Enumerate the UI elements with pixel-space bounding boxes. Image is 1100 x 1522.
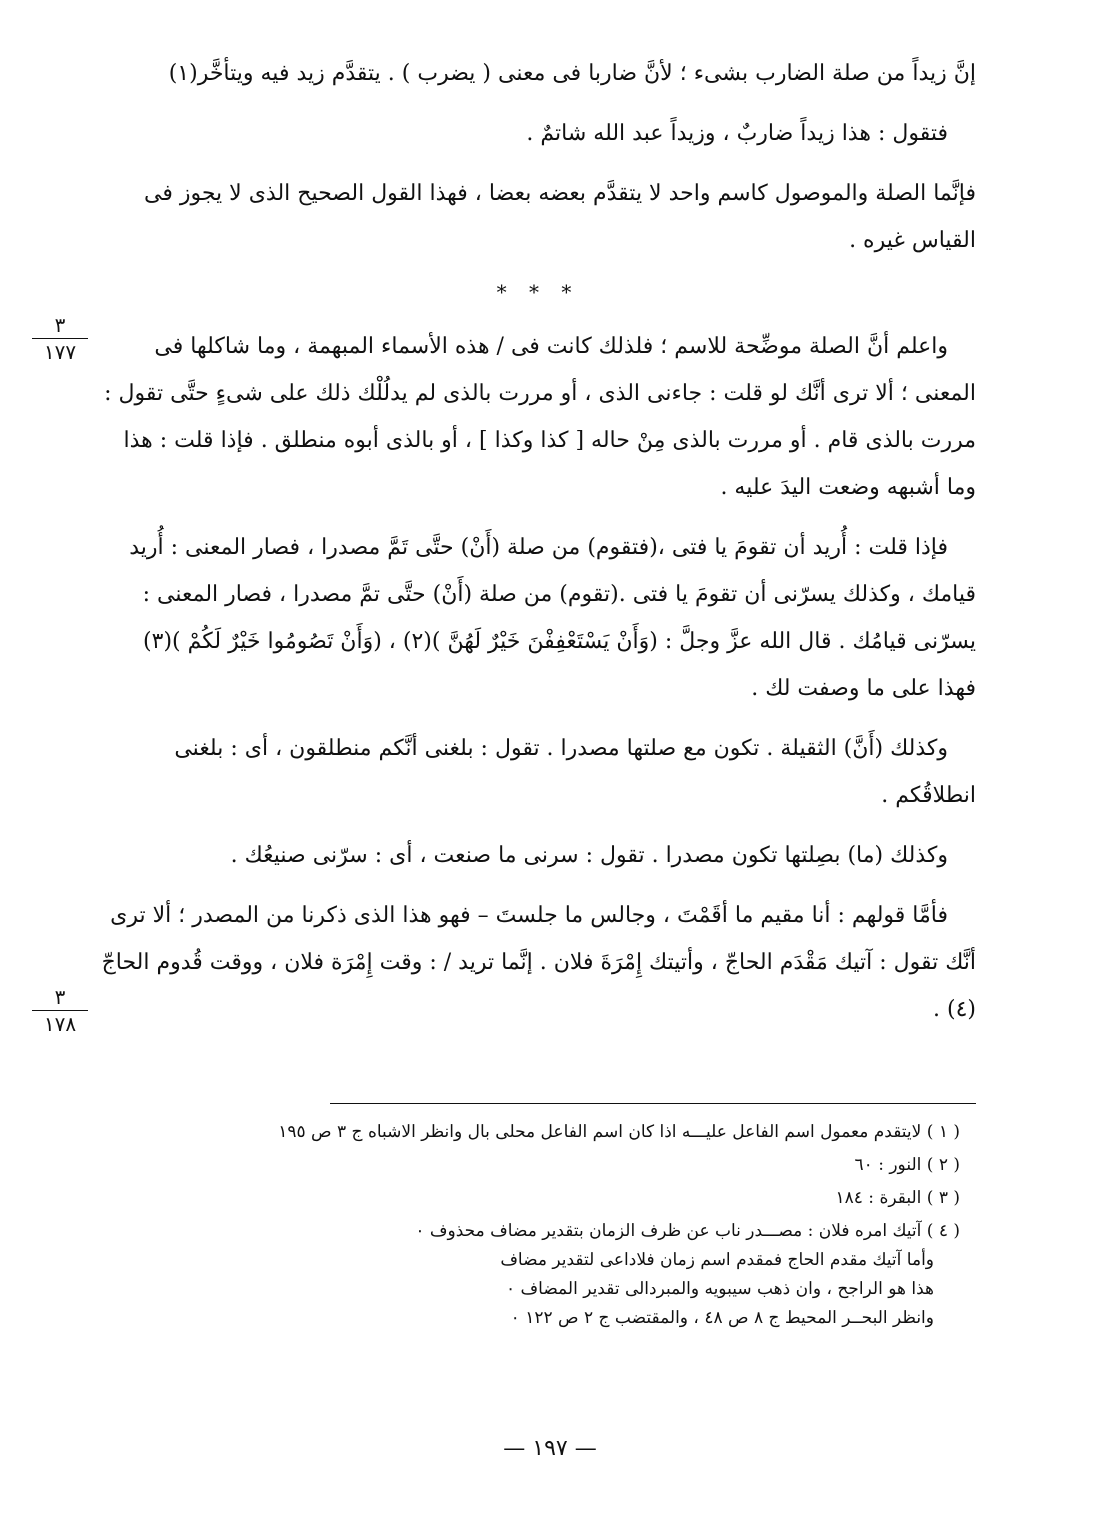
paragraph-3: فإنَّما الصلة والموصول كاسم واحد لا يتقدَّم بعضه بعضا ، فهذا القول الصحيح الذى لا يجوز فى القياس غيره .: [144, 181, 976, 253]
footnote-4-line-2: وأما آتيك مقدم الحاج فمقدم اسم زمان فلاداعى لتقدير مضاف: [500, 1250, 934, 1270]
paragraph-5: فإذا قلت : أُريد أن تقومَ يا فتى ،(فتقوم) من صلة (أَنْ) حتَّى تَمَّ مصدرا ، فصار المعنى : أُريد قيامك ، وكذلك يسرّنى أن تقومَ يا فتى .(تقوم) من صلة (أَنْ) حتَّى تمَّ مصدرا ، فصار المعنى : يسرّنى قيامُك . قال الله عزَّ وجلَّ : (وَأَنْ يَسْتَعْفِفْنَ خَيْرٌ لَهُنَّ )(٢) ، (وَأَنْ تَصُومُوا خَيْرٌ لَكُمْ )(٣) فهذا على ما وصفت لك .: [129, 535, 976, 701]
paragraph-4: واعلم أنَّ الصلة موضِّحة للاسم ؛ فلذلك كانت فى / هذه الأسماء المبهمة ، وما شاكلها فى المعنى ؛ ألا ترى أنَّك لو قلت : جاءنى الذى ، أو مررت بالذى لم يدلُلْك ذلك على شىءٍ حتَّى تقول : مررت بالذى قام . أو مررت بالذى مِنْ حاله [ كذا وكذا ] ، أو بالذى أبوه منطلق . فإذا قلت : هذا وما أشبهه وضعت اليدَ عليه .: [104, 334, 976, 500]
margin-ref-divider: [32, 1010, 88, 1011]
footnotes: [100, 1118, 960, 1333]
margin-ref-volume: ٣: [54, 313, 66, 337]
page-number: — ١٩٧ —: [503, 1436, 597, 1461]
margin-ref-page: ١٧٧: [43, 340, 77, 364]
footnote-4: ( ٤ ) آتيك امره فلان : مصـــدر ناب عن ظرف الزمان بتقدير مضاف محذوف ٠: [415, 1221, 960, 1241]
paragraph-7: وكذلك (ما) بصِلتها تكون مصدرا . تقول : سرنى ما صنعت ، أى : سرّنى صنيعُك .: [230, 843, 948, 868]
paragraph-2: فتقول : هذا زيداً ضاربٌ ، وزيداً عبد الله شاتمٌ .: [526, 121, 948, 146]
paragraph-1: إنَّ زيداً من صلة الضارب بشىء ؛ لأنَّ ضاربا فى معنى ( يضرب ) . يتقدَّم زيد فيه ويتأخَّر(١): [168, 61, 976, 86]
footnote-1: ( ١ ) لايتقدم معمول اسم الفاعل عليـــه اذا كان اسم الفاعل محلى بال وانظر الاشباه ج ٣ ص ١٩٥: [278, 1122, 960, 1142]
paragraph-8: فأمَّا قولهم : أنا مقيم ما أقَمْتَ ، وجالس ما جلستَ – فهو هذا الذى ذكرنا من المصدر ؛ ألا ترى أنَّك تقول : آتيك مَقْدَم الحاجّ ، وأتيتك إِمْرَةَ فلان . إنَّما تريد / : وقت إِمْرَة فلان ، ووقت قُدوم الحاجّ (٤) .: [101, 903, 976, 1022]
footnote-4-line-3: هذا هو الراجح ، وان ذهب سيبويه والمبردالى تقدير المضاف ٠: [505, 1279, 934, 1299]
section-separator: * * *: [496, 280, 580, 304]
margin-reference-1: [28, 314, 92, 363]
footnote-2: ( ٢ ) النور : ٦٠: [854, 1155, 960, 1175]
footnote-4-line-4: وانظر البحــر المحيط ج ٨ ص ٤٨ ، والمقتضب ج ٢ ص ١٢٢ ٠: [510, 1308, 934, 1328]
margin-ref-divider: [32, 338, 88, 339]
main-text: [100, 50, 976, 1046]
footnote-3: ( ٣ ) البقرة : ١٨٤: [835, 1188, 960, 1208]
paragraph-6: وكذلك (أَنَّ) الثقيلة . تكون مع صلتها مصدرا . تقول : بلغنى أنَّكم منطلقون ، أى : بلغنى انطلاقُكم .: [174, 736, 976, 808]
margin-ref-volume: ٣: [54, 985, 66, 1009]
margin-reference-2: [28, 986, 92, 1035]
margin-ref-page: ١٧٨: [43, 1012, 77, 1036]
footnote-divider: [330, 1103, 976, 1104]
